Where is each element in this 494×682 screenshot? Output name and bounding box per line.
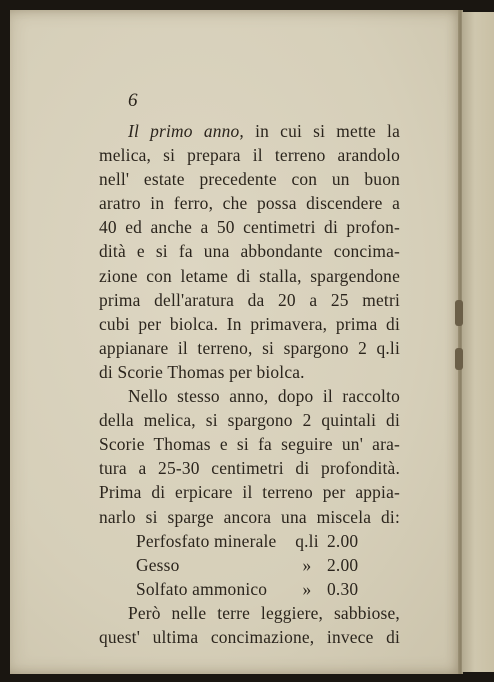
text-line: appianare il terreno, si spargono 2 q.li — [99, 337, 400, 358]
text-line: della melica, si spargono 2 quintali di — [99, 410, 400, 431]
mixture-row — [99, 529, 400, 553]
text-line: dità e si fa una abbondante concima- — [99, 241, 400, 262]
mixture-name: Gesso — [136, 554, 180, 575]
text-line: prima dell'aratura da 20 a 25 metri — [99, 289, 400, 310]
text-line: melica, si prepara il terreno arandolo — [99, 145, 400, 166]
page-number: 6 — [128, 90, 138, 111]
facing-page-edge — [462, 12, 494, 672]
text-line: quest' ultima concimazione, invece di — [99, 626, 400, 647]
italic-lead: Il primo anno, — [128, 121, 244, 141]
text-line: Scorie Thomas e si fa seguire un' ara- — [99, 434, 400, 455]
book-page — [10, 10, 462, 674]
page-text — [99, 119, 400, 649]
text-line: di Scorie Thomas per biolca. — [99, 361, 305, 382]
text-line: Prima di erpicare il terreno per appia- — [99, 482, 400, 503]
text-line: nell' estate precedente con un buon — [99, 169, 400, 190]
mixture-row — [99, 577, 400, 601]
mixture-unit: q.li — [295, 530, 319, 551]
mixture-qty: 0.30 — [327, 578, 359, 599]
text-line: zione con letame di stalla, spargendone — [99, 265, 400, 286]
text-line: cubi per biolca. In primavera, prima di — [99, 313, 400, 334]
mixture-row — [99, 553, 400, 577]
text-line: narlo si sparge ancora una miscela di: — [99, 506, 400, 527]
mixture-unit: » — [302, 554, 312, 575]
mixture-name: Solfato ammonico — [136, 578, 268, 599]
binding-stitch — [455, 348, 463, 370]
text-line — [99, 119, 400, 143]
text-line: tura a 25-30 centimetri di profondità. — [99, 458, 400, 479]
mixture-qty: 2.00 — [327, 554, 359, 575]
mixture-name: Perfosfato minerale — [136, 530, 277, 551]
text-line: aratro in ferro, che possa discendere a — [99, 193, 400, 214]
text-line-rest: in cui si mette la — [243, 121, 401, 141]
text-line: Nello stesso anno, dopo il raccolto — [128, 386, 400, 407]
mixture-qty: 2.00 — [327, 530, 359, 551]
binding-stitch — [455, 300, 463, 326]
mixture-unit: » — [302, 578, 312, 599]
text-line: 40 ed anche a 50 centimetri di profon- — [99, 217, 400, 238]
text-line: Però nelle terre leggiere, sabbiose, — [128, 602, 400, 623]
